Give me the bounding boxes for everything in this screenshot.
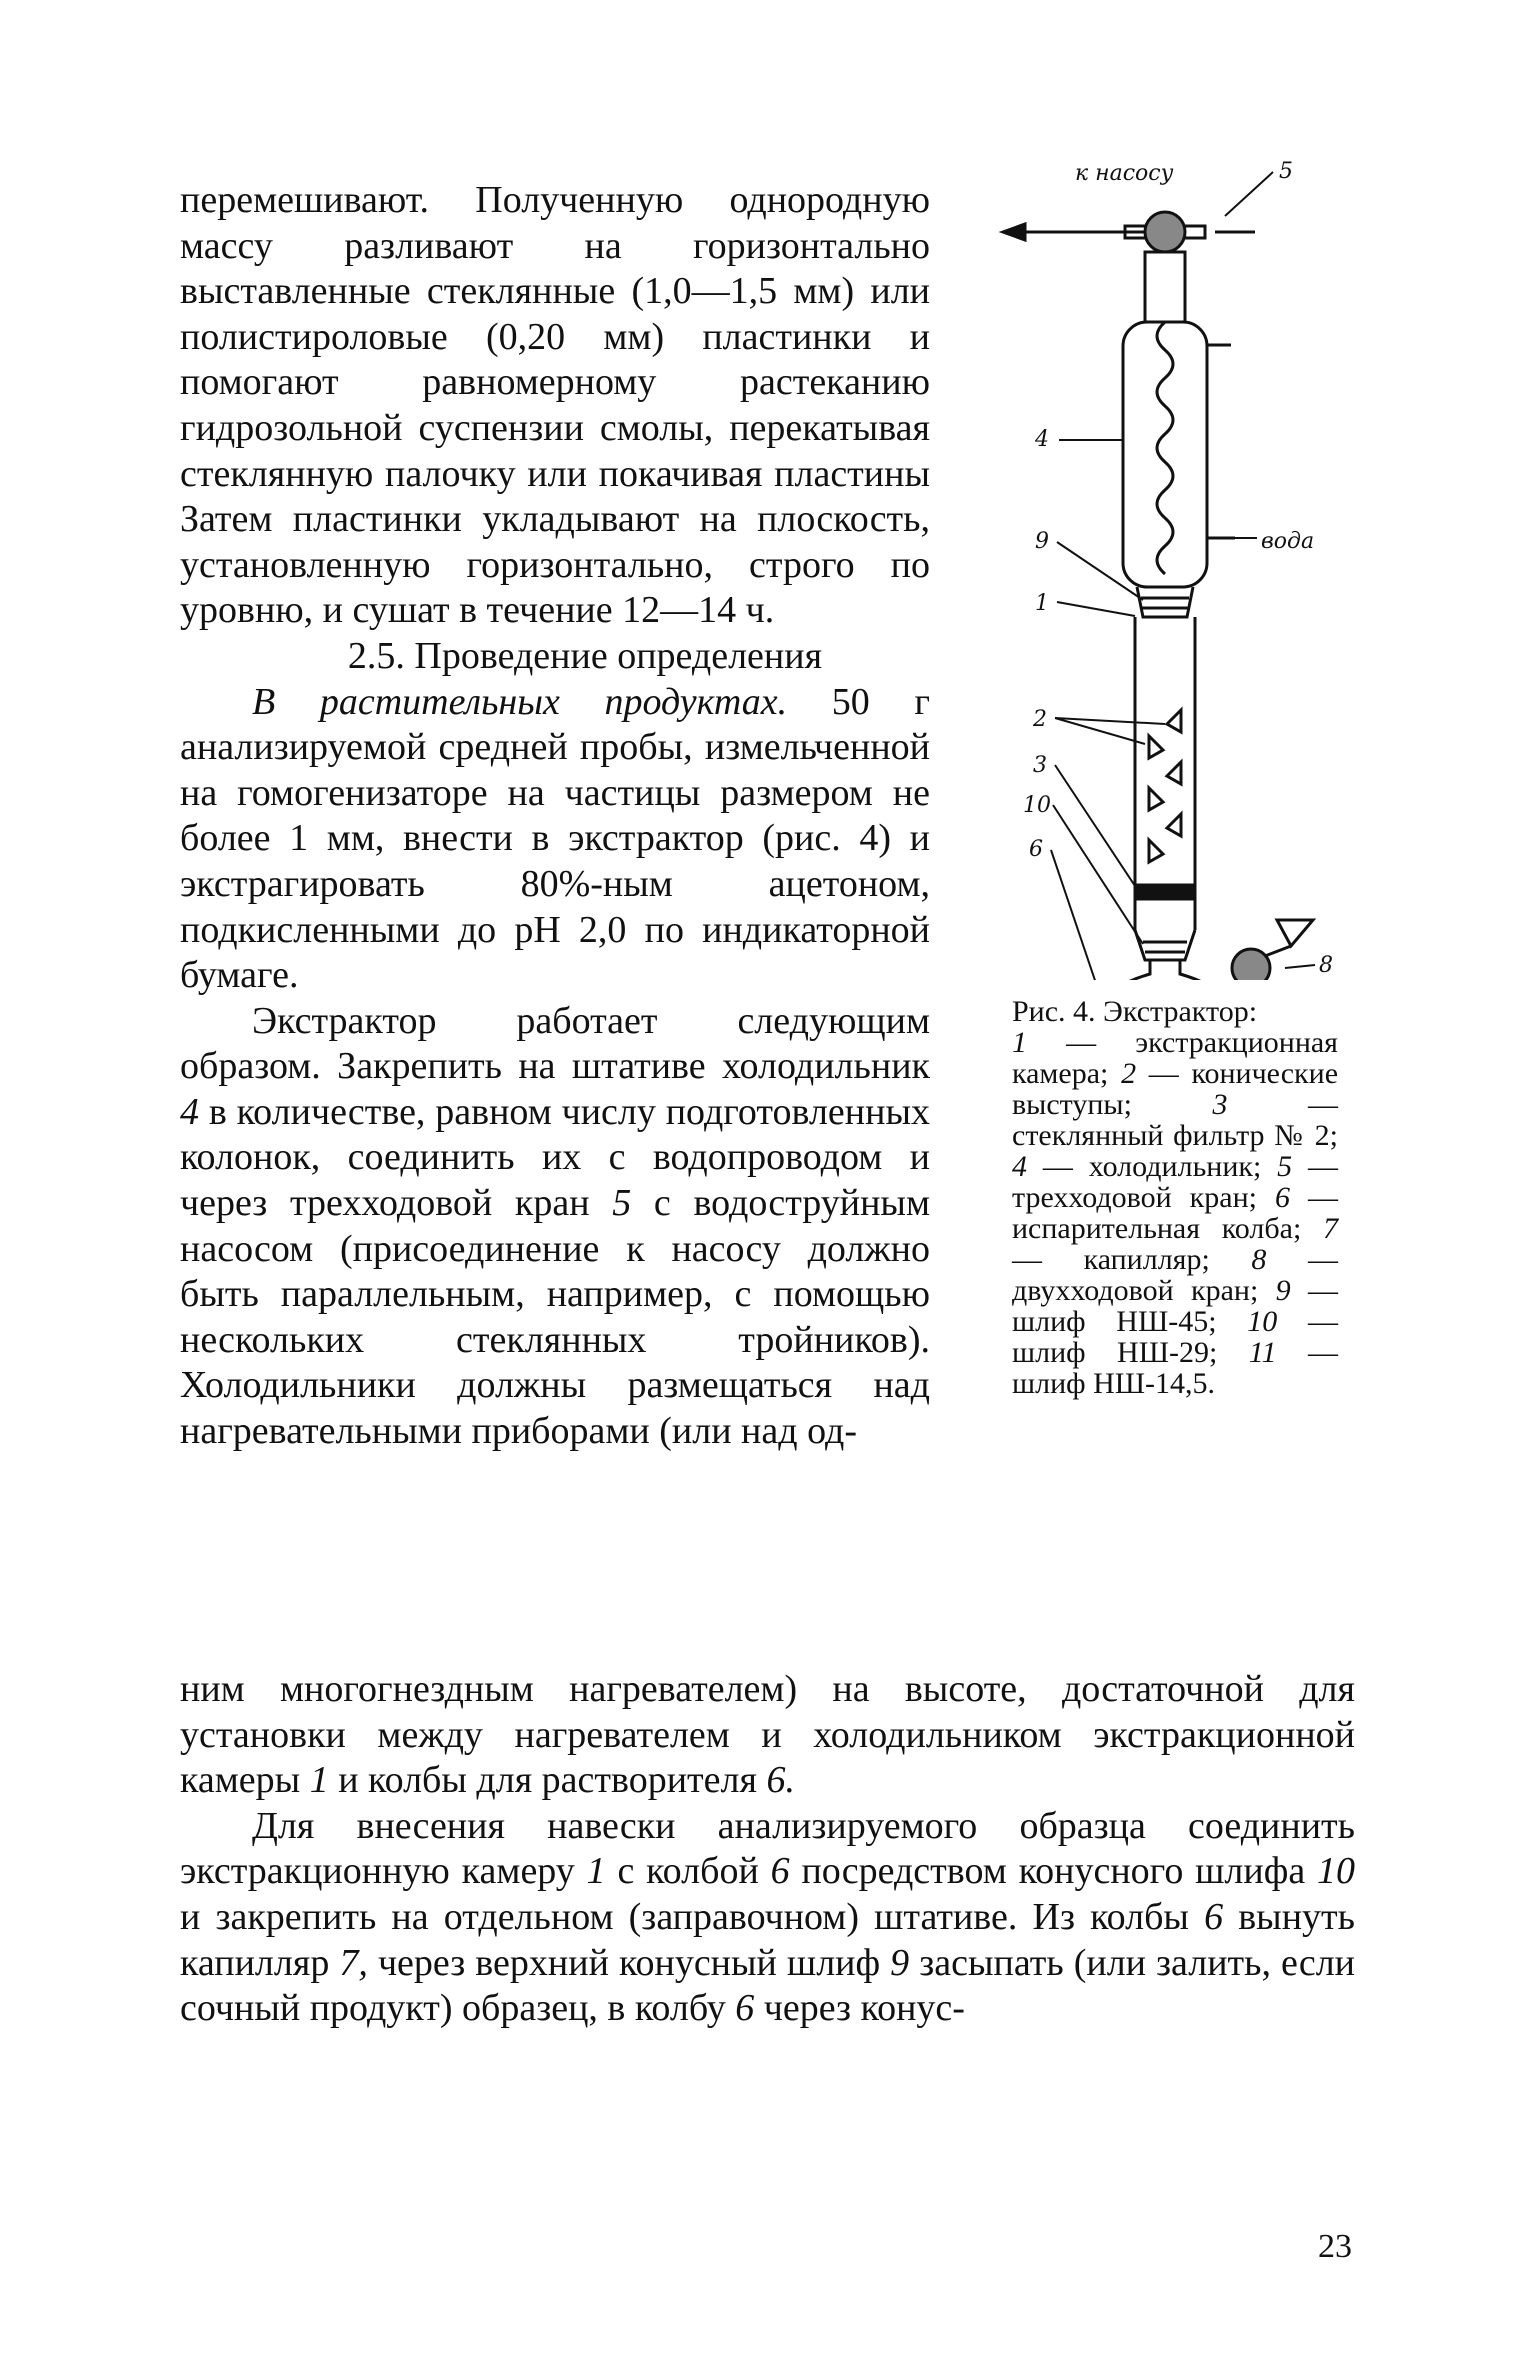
text-run: в количестве, равном числу подготовленных колонок, соединить их с водопроводом и через трехходовой кран <box>180 1090 930 1225</box>
label-10: 10 <box>1023 793 1051 818</box>
ref-number: 1 <box>586 1850 606 1893</box>
ref-number: 6 <box>770 1850 790 1893</box>
text-run: с колбой <box>605 1850 771 1893</box>
caption-item-text: — трехходовой кран; <box>1012 1150 1338 1214</box>
text-run: через верхний конусный шлиф <box>367 1941 891 1984</box>
caption-item-text: — шлиф НШ-29; <box>1012 1305 1339 1369</box>
ref-number: 10 <box>1317 1850 1356 1893</box>
label-1: 1 <box>1035 591 1049 616</box>
ref-number: 5 <box>612 1182 632 1225</box>
evaporation-flask <box>1080 960 1250 980</box>
text-run: с водоструйным насосом (присоединение к насосу должно быть параллельным, например, с помощью нескольких стеклянных тройников). Холодильники должны размещаться над нагревательными приборами (или над од- <box>180 1182 931 1453</box>
caption-item-number: 7 <box>1323 1212 1338 1245</box>
caption-item-text: — холодильник; <box>1027 1150 1278 1183</box>
condenser-coil <box>1157 322 1173 574</box>
text-run: Экстрактор работает следующим образом. Закрепить на штативе холодильник <box>180 999 930 1088</box>
section-heading: 2.5. Проведение определения <box>347 634 823 677</box>
ref-number: 9 <box>890 1941 910 1984</box>
paragraph-sample-loading <box>180 1804 1355 2032</box>
joint-10 <box>1135 930 1195 960</box>
italic-lead: В растительных продуктах. <box>252 680 788 723</box>
three-way-valve-icon <box>1145 212 1185 252</box>
funnel-icon <box>1277 920 1313 946</box>
caption-item-text: — шлиф НШ-45; <box>1012 1274 1338 1338</box>
caption-item-number: 9 <box>1275 1274 1291 1307</box>
caption-item-number: 2 <box>1121 1057 1137 1090</box>
caption-item-text: — капилляр; <box>1012 1243 1252 1276</box>
caption-title: Рис. 4. Экстрактор: <box>1012 995 1258 1028</box>
arrow-left-icon <box>1003 224 1025 240</box>
caption-item-text: — шлиф НШ-14,5. <box>1012 1336 1338 1400</box>
label-to-pump: к насосу <box>1075 161 1174 186</box>
caption-item-text: — двухходовой кран; <box>1012 1243 1338 1307</box>
two-way-valve-icon <box>1232 949 1270 980</box>
label-3: 3 <box>1033 753 1047 778</box>
label-2: 2 <box>1033 707 1047 732</box>
ref-number: 6 <box>1204 1895 1224 1938</box>
caption-item-text: — экстракционная камера; <box>1012 1026 1338 1090</box>
caption-item-number: 8 <box>1251 1243 1267 1276</box>
text-run: посредством конусного шлифа <box>789 1850 1318 1893</box>
joint-9 <box>1137 587 1193 617</box>
label-5: 5 <box>1279 159 1293 184</box>
paragraph-plant-products <box>180 680 930 999</box>
paragraph-drying: перемешивают. Полученную однородную массу разливают на горизонтально выставленные стеклянные (1,0—1,5 мм) или полистироловые (0,20 мм) пластинки и помогают равномерному растеканию гидрозольной суспензии смолы, перекатывая стеклянную палочку или покачивая пластины Затем пластинки укладывают на плоскость, установленную горизонтально, строго по уровню, и сушат в течение 12—14 ч. <box>180 179 930 632</box>
glass-filter <box>1137 885 1193 899</box>
text-run: засыпать (или залить, если сочный продукт) образец, в колбу <box>180 1941 1356 2030</box>
ref-number: 1 <box>309 1759 329 1802</box>
text-run: и закрепить на отдельном (заправочном) штативе. Из колбы <box>180 1895 1205 1938</box>
caption-item-number: 3 <box>1212 1088 1228 1121</box>
ref-number: 6. <box>766 1759 795 1802</box>
caption-item-number: 4 <box>1012 1150 1027 1183</box>
text-run: ним многогнездным нагревателем) на высоте, достаточной для установки между нагревателем и холодильником экстракционной камеры <box>180 1668 1355 1802</box>
paragraph-extractor-operation <box>180 999 930 1455</box>
page-number: 23 <box>1318 2228 1352 2265</box>
caption-items <box>1012 1027 1338 1399</box>
text-run: вынуть капилляр <box>180 1895 1355 1984</box>
caption-item-number: 11 <box>1248 1336 1277 1369</box>
caption-item-number: 1 <box>1012 1026 1027 1059</box>
text-run: 50 г анализируемой средней пробы, измельченной на гомогенизаторе на частицы размером не более 1 мм, внести в экстрактор (рис. 4) и экстрагировать 80%-ным ацетоном, подкисленными до pH 2,0 по индикаторной бумаге. <box>180 680 930 997</box>
extractor-figure <box>995 150 1355 980</box>
text-run: Для внесения навески анализируемого образца соединить экстракционную камеру <box>180 1804 1355 1893</box>
label-water: вода <box>1261 529 1315 554</box>
caption-item-number: 6 <box>1274 1181 1290 1214</box>
label-4: 4 <box>1035 427 1049 452</box>
ref-number: 7, <box>339 1941 368 1984</box>
caption-item-text: — стеклянный фильтр № 2; <box>1012 1088 1338 1152</box>
full-width-text <box>180 1667 1355 2032</box>
label-9: 9 <box>1035 529 1049 554</box>
label-6: 6 <box>1029 837 1043 862</box>
caption-item-number: 10 <box>1247 1305 1278 1338</box>
text-run: и колбы для растворителя <box>328 1759 767 1802</box>
cone-protrusion <box>1167 710 1181 732</box>
caption-item-text: — конические выступы; <box>1012 1057 1339 1121</box>
figure-caption <box>1012 996 1338 1399</box>
label-8: 8 <box>1319 953 1333 978</box>
text-run: через конус- <box>754 1987 965 2030</box>
left-column-text <box>180 178 930 1455</box>
ref-number: 4 <box>180 1090 199 1133</box>
ref-number: 6 <box>735 1987 755 2030</box>
caption-item-number: 5 <box>1277 1150 1293 1183</box>
caption-item-text: — испарительная колба; <box>1012 1181 1338 1245</box>
paragraph-continuation <box>180 1667 1355 1804</box>
